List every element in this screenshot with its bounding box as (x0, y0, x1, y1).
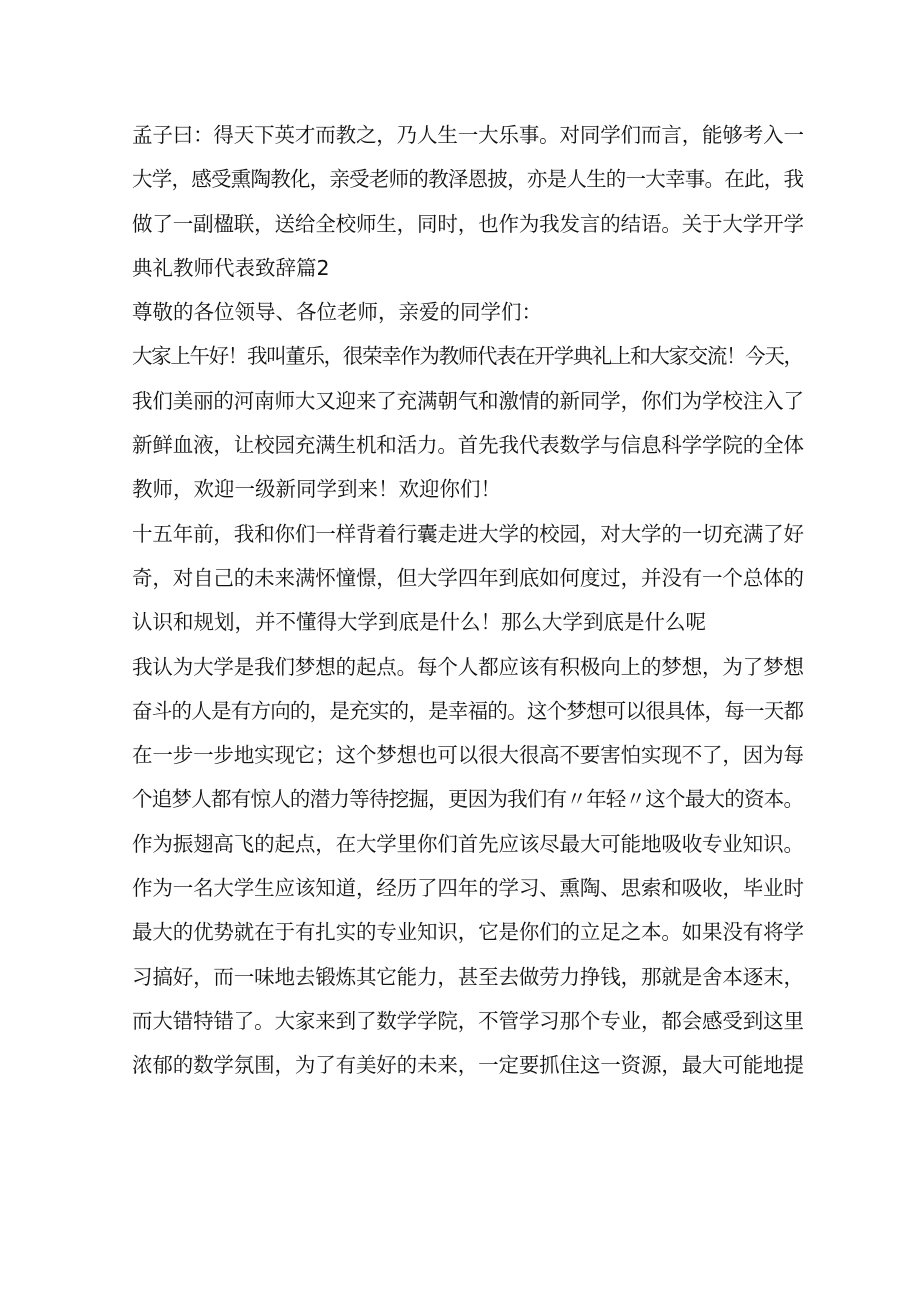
document-text-line: 大学，感受熏陶教化，亲受老师的教泽恩披，亦是人生的一大幸事。在此，我 (132, 167, 804, 192)
document-text-line: 作为振翅高飞的起点，在大学里你们首先应该尽最大可能地吸收专业知识。 (132, 831, 804, 856)
document-text-line: 认识和规划，并不懂得大学到底是什么！那么大学到底是什么呢 (132, 610, 706, 635)
document-text-line: 我认为大学是我们梦想的起点。每个人都应该有积极向上的梦想，为了梦想 (132, 654, 804, 679)
document-text-line: 个追梦人都有惊人的潜力等待挖掘，更因为我们有〃年轻〃这个最大的资本。 (132, 787, 804, 812)
document-text-line: 典礼教师代表致辞篇2 (132, 255, 330, 280)
document-text-line: 在一步一步地实现它；这个梦想也可以很大很高不要害怕实现不了，因为每 (132, 743, 804, 768)
document-text-line: 十五年前，我和你们一样背着行囊走进大学的校园，对大学的一切充满了好 (132, 521, 804, 546)
document-text-line: 习搞好，而一味地去锻炼其它能力，甚至去做劳力挣钱，那就是舍本逐末， (132, 964, 804, 989)
document-text-line: 新鲜血液，让校园充满生机和活力。首先我代表数学与信息科学学院的全体 (132, 433, 804, 458)
document-text-line: 奇，对自己的未来满怀憧憬，但大学四年到底如何度过，并没有一个总体的 (132, 565, 804, 590)
document-text-line: 浓郁的数学氛围，为了有美好的未来，一定要抓住这一资源，最大可能地提 (132, 1053, 804, 1078)
document-text-line: 而大错特错了。大家来到了数学学院，不管学习那个专业，都会感受到这里 (132, 1008, 804, 1033)
document-text-line: 尊敬的各位领导、各位老师，亲爱的同学们： (132, 300, 542, 325)
document-text-line: 作为一名大学生应该知道，经历了四年的学习、熏陶、思索和吸收，毕业时 (132, 876, 804, 901)
document-body (132, 113, 804, 1088)
document-text-line: 教师，欢迎一级新同学到来！欢迎你们！ (132, 477, 501, 502)
document-text-line: 孟子曰：得天下英才而教之，乃人生一大乐事。对同学们而言，能够考入一 (132, 123, 804, 147)
document-text-line: 奋斗的人是有方向的，是充实的，是幸福的。这个梦想可以很具体，每一天都 (132, 698, 804, 723)
document-text-line: 大家上午好！我叫董乐，很荣幸作为教师代表在开学典礼上和大家交流！今天， (132, 344, 803, 369)
document-text-line: 做了一副楹联，送给全校师生，同时，也作为我发言的结语。关于大学开学 (132, 211, 804, 236)
document-text-line: 我们美丽的河南师大又迎来了充满朝气和激情的新同学，你们为学校注入了 (132, 388, 804, 413)
document-text-line: 最大的优势就在于有扎实的专业知识，它是你们的立足之本。如果没有将学 (132, 920, 804, 945)
